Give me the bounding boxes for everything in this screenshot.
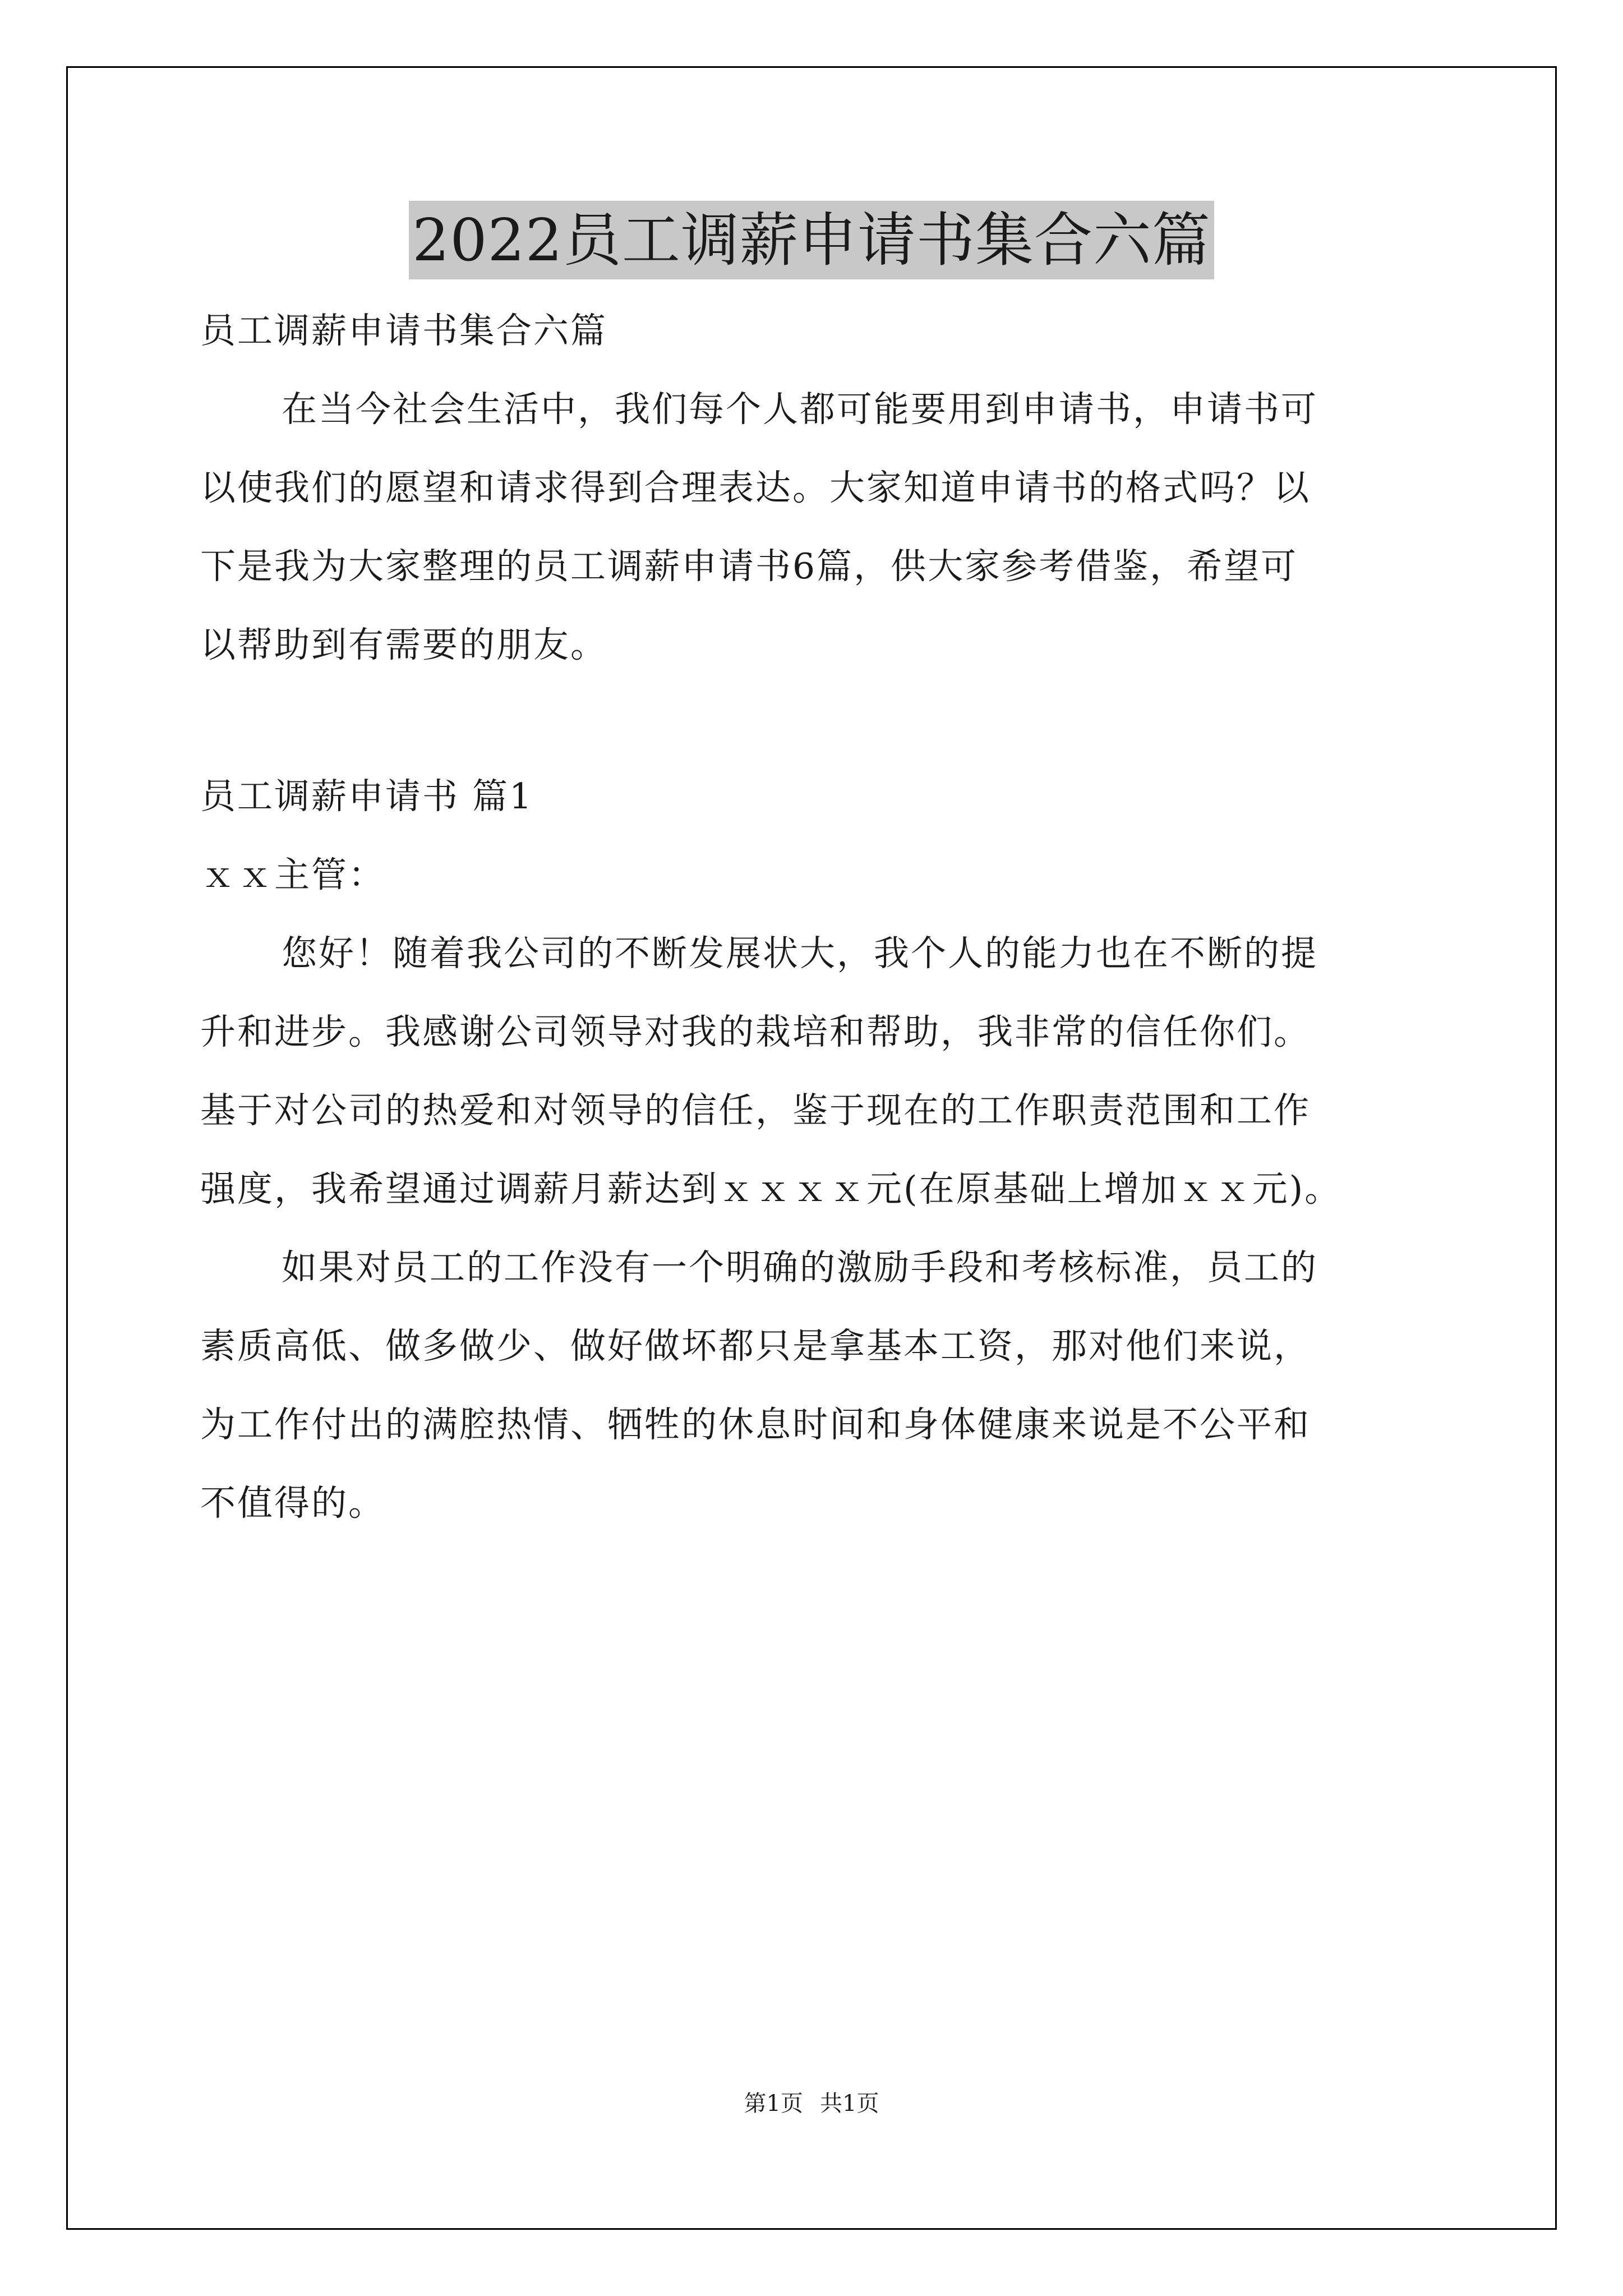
para1-line-4: 强度，我希望通过调薪月薪达到ｘｘｘｘ元(在原基础上增加ｘｘ元)。 [200, 1168, 1342, 1209]
salutation: ｘｘ主管： [200, 854, 385, 895]
subtitle: 员工调薪申请书集合六篇 [200, 310, 607, 351]
para1-line-1: 您好！随着我公司的不断发展状大，我个人的能力也在不断的提 [282, 933, 1318, 974]
section-heading: 员工调薪申请书 篇1 [200, 776, 534, 817]
para2-line-1: 如果对员工的工作没有一个明确的激励手段和考核标准，员工的 [282, 1247, 1318, 1288]
intro-line-2: 以使我们的愿望和请求得到合理表达。大家知道申请书的格式吗？以 [200, 467, 1311, 508]
document-body [200, 292, 1428, 1543]
para1-line-2: 升和进步。我感谢公司领导对我的栽培和帮助，我非常的信任你们。 [200, 1011, 1311, 1052]
intro-line-1: 在当今社会生活中，我们每个人都可能要用到申请书，申请书可 [282, 389, 1318, 430]
para2-line-4: 不值得的。 [200, 1483, 385, 1524]
para1-line-3: 基于对公司的热爱和对领导的信任，鉴于现在的工作职责范围和工作 [200, 1090, 1311, 1131]
spacer [200, 684, 1428, 757]
intro-line-3: 下是我为大家整理的员工调薪申请书6篇，供大家参考借鉴，希望可 [200, 546, 1298, 587]
title-container [0, 201, 1623, 279]
para2-line-3: 为工作付出的满腔热情、牺牲的休息时间和身体健康来说是不公平和 [200, 1404, 1311, 1445]
para2-line-2: 素质高低、做多做少、做好做坏都只是拿基本工资，那对他们来说， [200, 1326, 1311, 1366]
intro-line-4: 以帮助到有需要的朋友。 [200, 624, 607, 665]
page-footer [0, 2087, 1623, 2120]
document-title: 2022员工调薪申请书集合六篇 [409, 201, 1214, 279]
page-total: 共1页 [820, 2091, 879, 2116]
page-number: 第1页 [744, 2091, 803, 2116]
